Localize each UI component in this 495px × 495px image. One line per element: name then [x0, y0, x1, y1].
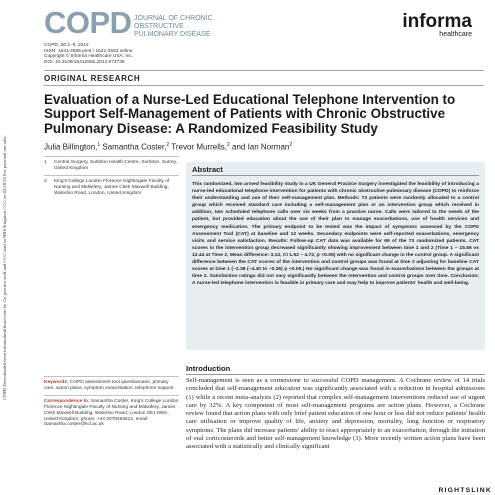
affiliation-number: 2 — [44, 179, 47, 185]
keywords-label: Keywords: — [44, 380, 69, 385]
correspondence-label: Correspondence to: — [44, 399, 90, 405]
affiliation-number: 1 — [44, 160, 47, 165]
author-affil-marker: 1 — [97, 142, 101, 148]
keywords-text: COPD assessment tool questionnaire, primary care, action plans, symptom exacerbation, telephone support — [44, 380, 174, 391]
introduction-text: Self-management is seen as a cornerstone to successful COPD management. A Cochrane review of 14 trials concluded that self-management education was significantly associated with a reduction in hospital admissions (1) while a recent meta-analysis (2) reported that complex self-management interventions reduced use of urgent care by 32%. A key component of most self-management programs are action plans. However, a Cochrane review found that action plans with only brief patient education of one hour or less did not reduce patients' health care utilisation or improve quality of life, anxiety and depression, mortality, lung function or respiratory symptoms. The plans did increase patients' ability to react appropriately to an exacerbation, through the initiation of oral corticosteroids and better self-management knowledge (3). More recently written action plans have been associated with a statistically and clinically significant — [186, 377, 485, 450]
journal-logo[interactable]: COPD — [44, 5, 132, 40]
journal-name-line2: PULMONARY DISEASE — [134, 31, 211, 38]
correspondence-rule — [44, 395, 179, 396]
keywords-rule — [44, 376, 179, 377]
issn-line: ISSN: 1541-2555 print / 1541-2563 online — [44, 48, 133, 54]
introduction-heading: Introduction — [186, 364, 231, 373]
abstract-heading: Abstract — [192, 165, 223, 174]
affiliation-item — [44, 160, 179, 171]
abstract-box — [186, 162, 485, 350]
correspondence — [44, 399, 179, 428]
section-rule-bottom — [44, 85, 484, 86]
keywords — [44, 380, 179, 391]
affiliation-text: Central Surgery, Surbiton Health Centre, Surbiton, Surrey, United Kingdom — [54, 160, 177, 171]
issue-line: COPD, 00:1–9, 2014 — [44, 43, 89, 48]
author-list — [44, 140, 484, 153]
author-name[interactable]: and Ian Norman — [229, 142, 290, 152]
introduction-rule — [186, 374, 485, 375]
download-notice: COPD Downloaded from informahealthcare.com by Gr/ practice staff and CCG staff in NHS Kingston CCG on 02/18/15 For personal use only. — [2, 135, 7, 400]
affiliations — [44, 156, 179, 201]
abstract-heading-rule — [192, 175, 479, 176]
rightslink-badge[interactable]: RIGHTSLINK — [432, 486, 492, 495]
author-affil-marker: 2 — [289, 142, 293, 148]
publisher-subtitle: healthcare — [439, 31, 472, 38]
publisher-logo[interactable]: informa — [402, 11, 472, 32]
affiliation-text: King's College London Florence Nightingale Faculty of Nursing and Midwifery, James Clerk Maxwell Building, Waterloo Road, London, United Kingdom — [54, 179, 170, 196]
copyright-line: Copyright © Informa Healthcare USA, Inc. — [44, 54, 134, 60]
article-meta — [44, 43, 264, 65]
author-name[interactable]: Julia Billington, — [44, 142, 98, 152]
journal-name — [134, 15, 264, 39]
article-title: Evaluation of a Nurse-Led Educational Telephone Intervention to Support Self-Management of Patients with Chronic Obstructive Pulmonary Disease: A Randomized Feasibility Study — [44, 92, 456, 136]
journal-name-line1: JOURNAL OF CHRONIC OBSTRUCTIVE — [134, 15, 213, 30]
masthead — [44, 5, 484, 40]
author-affil-marker: 2 — [227, 142, 230, 148]
abstract-text: This randomized, two armed feasibility study in a UK General Practice Surgery investigated the feasibility of introducing a nurse-led educational telephone intervention for patients with chronic obstructive pulmonary disease (COPD) to reinforce their understanding and use of their self-management plan. Methods: 73 patients were randomly allocated to a control group which received standard care including a self-management plan or an intervention group which received in addition, two scheduled telephone calls over six weeks from a practice nurse. Calls were tailored to the needs of the patient, but provided education about the use of their plan to manage exacerbations, use of health services and emergency medication. The primary endpoint to be tested was the impact of symptoms assessed by the COPD Assessment Tool (CAT) at baseline and 12 weeks. Secondary endpoints were self-reported exacerbations, emergency visits and service satisfaction. Results: Follow-up CAT data was available for 69 of the 73 randomized patients. CAT scores in the intervention group decreased significantly showing improvement between time 1 and 2 (Time 1 – 15.56 vs 12.44 at Time 2, Mean difference: 3.12, CI 1.52 – 4.72, p <0.05) with no significant change in the control group. A significant difference between the CAT scores of the intervention and control groups was found at time 2 adjusting for baseline CAT scores at time 1 (–2.38 (–4.40 to –0.36) p <0.05.) No significant change was found in exacerbations between the groups at time 2. Satisfaction ratings did not vary significantly between the intervention and control groups over time. Conclusion: A nurse-led telephone intervention is feasible in primary care and may help to improve patients' health and well-being. — [192, 182, 479, 287]
affiliation-item — [44, 179, 179, 196]
author-name[interactable]: Samantha Coster, — [100, 142, 167, 152]
affiliation-rule — [44, 156, 179, 157]
doi-line[interactable]: DOI: 10.3109/15412555.2014.974735 — [44, 59, 125, 65]
section-label: ORIGINAL RESEARCH — [44, 74, 141, 83]
author-affil-marker: 2 — [166, 142, 170, 148]
affiliation-rule — [44, 175, 179, 176]
correspondence-text[interactable]: Samantha Coster, King's College London Florence Nightingale Faculty of Nursing and Midwifery, James Clerk Maxwell Building, Waterloo Road, London SE1 8WA, United Kingdom, phone: +44 2078483513, email: Samantha.coster@kcl.ac.uk — [44, 399, 179, 428]
section-rule-top — [44, 70, 484, 71]
author-name[interactable]: Trevor Murrells, — [169, 142, 227, 152]
keywords-block — [44, 372, 179, 428]
